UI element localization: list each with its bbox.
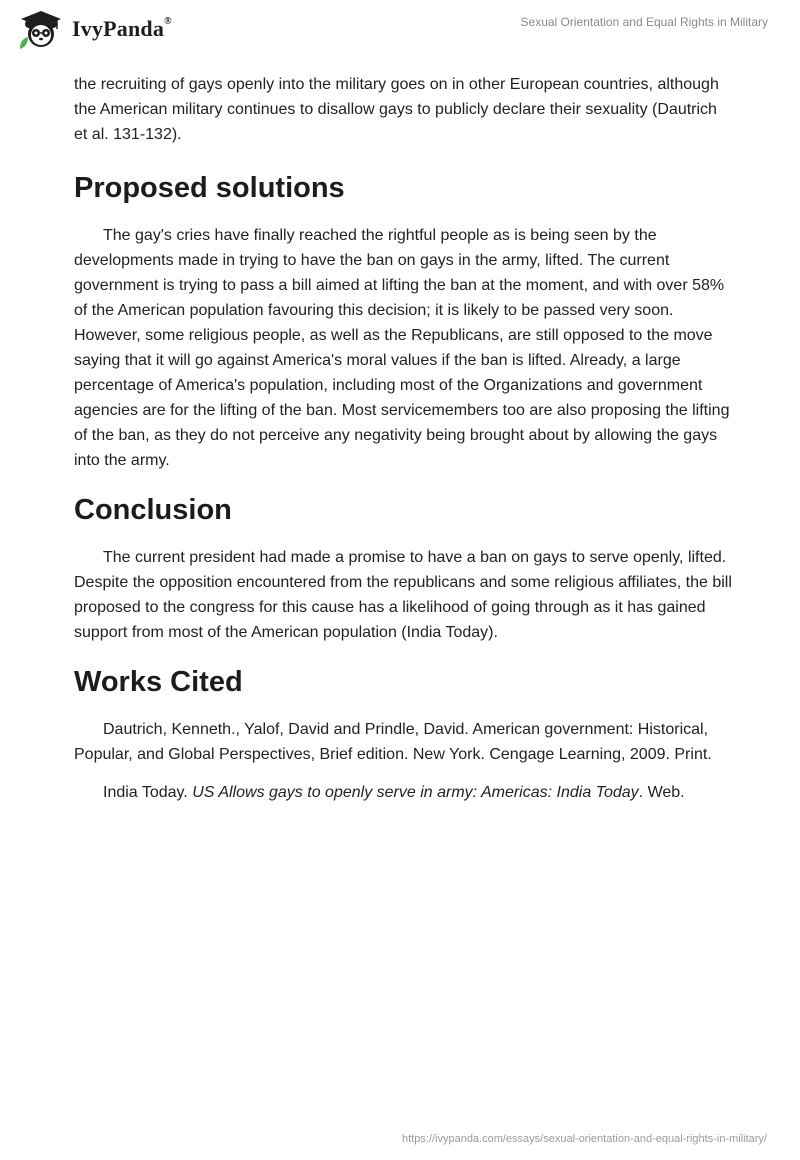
heading-conclusion: Conclusion <box>74 494 232 526</box>
essay-content <box>74 72 734 805</box>
citation-india-today <box>74 780 734 805</box>
panda-graduate-icon <box>16 9 66 49</box>
citation-title: US Allows gays to openly serve in army: Americas: India Today <box>192 784 639 801</box>
citation-suffix: . Web. <box>638 784 685 801</box>
citation-author: India Today. <box>103 784 193 801</box>
citation-dautrich: Dautrich, Kenneth., Yalof, David and Prindle, David. American government: Historical, Popular, and Global Perspectives, Brief edition. New York. Cengage Learning, 2009. Print. <box>74 721 712 763</box>
heading-proposed-solutions: Proposed solutions <box>74 172 345 204</box>
heading-works-cited: Works Cited <box>74 666 243 698</box>
running-title: Sexual Orientation and Equal Rights in Military <box>520 15 768 29</box>
brand-name: IvyPanda® <box>72 15 172 41</box>
footer-url[interactable]: https://ivypanda.com/essays/sexual-orientation-and-equal-rights-in-military/ <box>402 1133 767 1145</box>
proposed-solutions-paragraph: The gay's cries have finally reached the rightful people as is being seen by the developments made in trying to have the ban on gays in the army, lifted. The current government is trying to pass a bill aimed at lifting the ban at the moment, and with over 58% of the American population favouring this decision; it is likely to be passed very soon. However, some religious people, as well as the Republicans, are still opposed to the move saying that it will go against America's moral values if the ban is lifted. Already, a large percentage of America's population, including most of the Organizations and government agencies are for the lifting of the ban. Most servicemembers too are also proposing the lifting of the ban, as they do not perceive any negativity being brought about by allowing the gays into the army. <box>74 227 730 469</box>
page-header <box>0 0 800 70</box>
ivypanda-logo[interactable] <box>16 9 172 49</box>
intro-paragraph: the recruiting of gays openly into the military goes on in other European countries, although the American military continues to disallow gays to publicly declare their sexuality (Dautrich et al. 131-132). <box>74 76 719 143</box>
conclusion-paragraph: The current president had made a promise to have a ban on gays to serve openly, lifted. Despite the opposition encountered from the republicans and some religious affiliates, the bill proposed to the congress for this cause has a likelihood of going through as it has gained support from most of the American population (India Today). <box>74 549 732 641</box>
